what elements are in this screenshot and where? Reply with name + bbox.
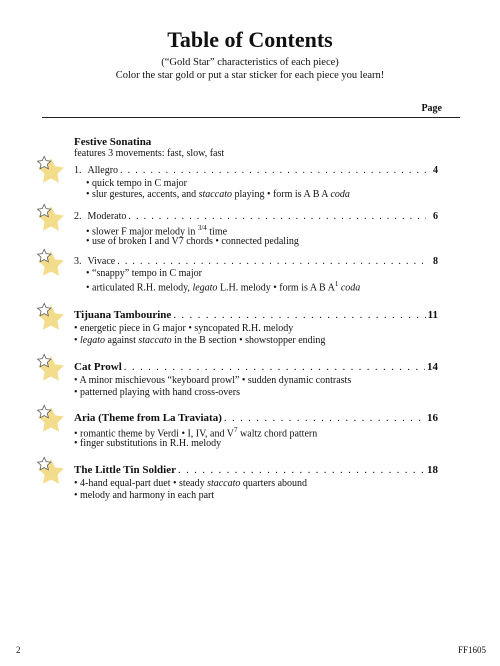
toc-entry-little-tin-soldier[interactable] [74,464,438,476]
toc-entry-vivace[interactable] [74,256,438,267]
movement-number: 1. [74,165,82,176]
leader-dots [120,165,426,176]
entry-detail: • use of broken I and V7 chords • connected pedaling [86,236,299,247]
catalog-code: FF1605 [457,645,486,655]
entry-detail: • slower F major melody in $^{3/4}$ time [86,224,228,238]
entry-page: 4 [433,165,438,176]
entry-detail: • 4-hand equal-part duet • steady staccato quarters abound [74,478,308,489]
entry-page: 14 [427,361,438,373]
page-number: 2 [16,645,21,655]
leader-dots [178,464,425,476]
festive-sonatina-title: Festive Sonatina [74,136,152,148]
toc-entry-cat-prowl[interactable] [74,361,438,373]
movement-number: 2. [74,211,82,222]
star-icon[interactable] [34,203,68,233]
entry-detail: • “snappy” tempo in C major [86,268,202,279]
leader-dots [128,211,426,222]
entry-title: The Little Tin Soldier [74,464,176,476]
entry-page: 6 [433,211,438,222]
toc-entry-moderato[interactable] [74,211,438,222]
entry-title: Vivace [87,256,116,267]
movement-number: 3. [74,256,82,267]
entry-detail: • patterned playing with hand cross-overs [74,387,240,398]
entry-page: 8 [433,256,438,267]
leader-dots [117,256,426,267]
entry-detail: • finger substitutions in R.H. melody [74,438,222,449]
star-icon[interactable] [34,404,68,434]
star-icon[interactable] [34,353,68,383]
leader-dots [173,309,425,321]
entry-detail: • articulated R.H. melody, legato L.H. melody • form is A B $A^1$ coda [86,280,361,294]
entry-detail: • quick tempo in C major [86,178,187,189]
subtitle-instructions: Color the star gold or put a star sticker for each piece you learn! [115,70,385,81]
entry-detail: • slur gestures, accents, and staccato playing • form is A B A coda [86,189,350,200]
star-icon[interactable] [34,456,68,486]
star-icon[interactable] [34,155,68,185]
entry-detail: • romantic theme by Verdi • I, IV, and $V^7$ waltz chord pattern [74,426,318,440]
page-title: Table of Contents [167,27,333,52]
header-rule [42,117,460,118]
subtitle-characteristics: (“Gold Star” characteristics of each piece) [161,57,339,68]
toc-entry-tijuana-tambourine[interactable] [74,309,438,321]
entry-title: Cat Prowl [74,361,122,373]
entry-detail: • melody and harmony in each part [74,490,215,501]
entry-detail: • energetic piece in G major • syncopated R.H. melody [74,323,294,334]
entry-page: 18 [427,464,438,476]
entry-detail: • A minor mischievous “keyboard prowl” • sudden dynamic contrasts [74,375,352,386]
entry-page: 11 [427,309,438,321]
toc-entry-aria[interactable] [74,412,438,424]
leader-dots [224,412,425,424]
star-icon[interactable] [34,248,68,278]
festive-sonatina-subtitle: features 3 movements: fast, slow, fast [74,148,225,159]
leader-dots [124,361,425,373]
page-column-label: Page [421,103,442,114]
toc-entry-allegro[interactable] [74,165,438,176]
star-icon[interactable] [34,302,68,332]
entry-page: 16 [427,412,438,424]
time-signature: 3/4 [197,224,207,232]
entry-detail: • legato against staccato in the B section • showstopper ending [74,335,326,346]
entry-title: Tijuana Tambourine [74,309,172,321]
entry-title: Aria (Theme from La Traviata) [74,412,222,424]
entry-title: Allegro [87,165,119,176]
entry-title: Moderato [87,211,127,222]
